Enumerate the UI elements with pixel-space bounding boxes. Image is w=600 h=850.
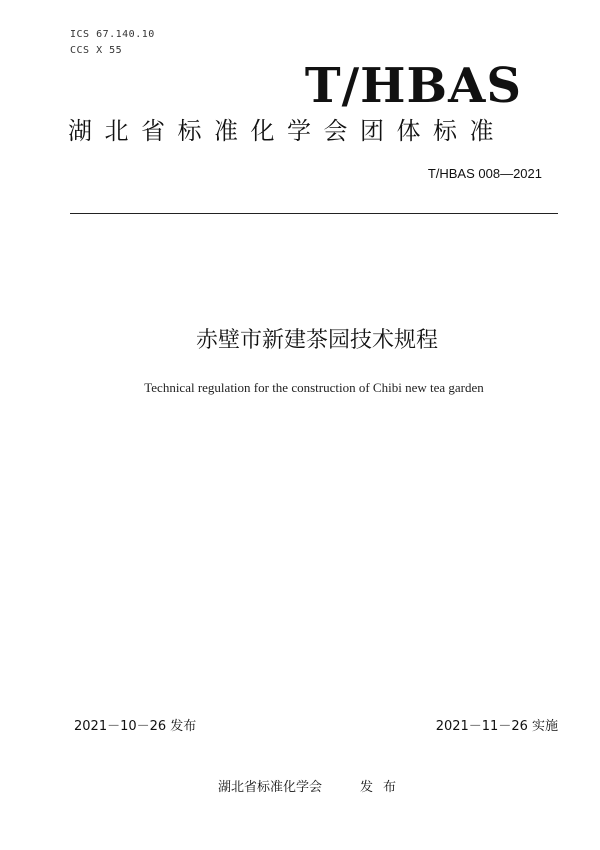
- ccs-code: CCS X 55: [70, 45, 123, 56]
- standard-number: T/HBAS 008—2021: [427, 166, 542, 181]
- publish-label: 发布: [360, 780, 407, 795]
- document-title-english: Technical regulation for the construction of Chibi new tea garden: [144, 380, 484, 395]
- publisher-name: 湖北省标准化学会: [218, 780, 323, 795]
- header-divider: [70, 213, 558, 214]
- implementation-date: 2021－11－26 实施: [435, 719, 558, 734]
- document-title-chinese: 赤壁市新建茶园技术规程: [195, 328, 438, 353]
- standard-logo: T/HBAS: [304, 58, 522, 114]
- organization-standard-heading: 湖北省标准化学会团体标准: [68, 117, 506, 145]
- issue-date: 2021－10－26 发布: [74, 719, 197, 734]
- ics-code: ICS 67.140.10: [70, 29, 155, 40]
